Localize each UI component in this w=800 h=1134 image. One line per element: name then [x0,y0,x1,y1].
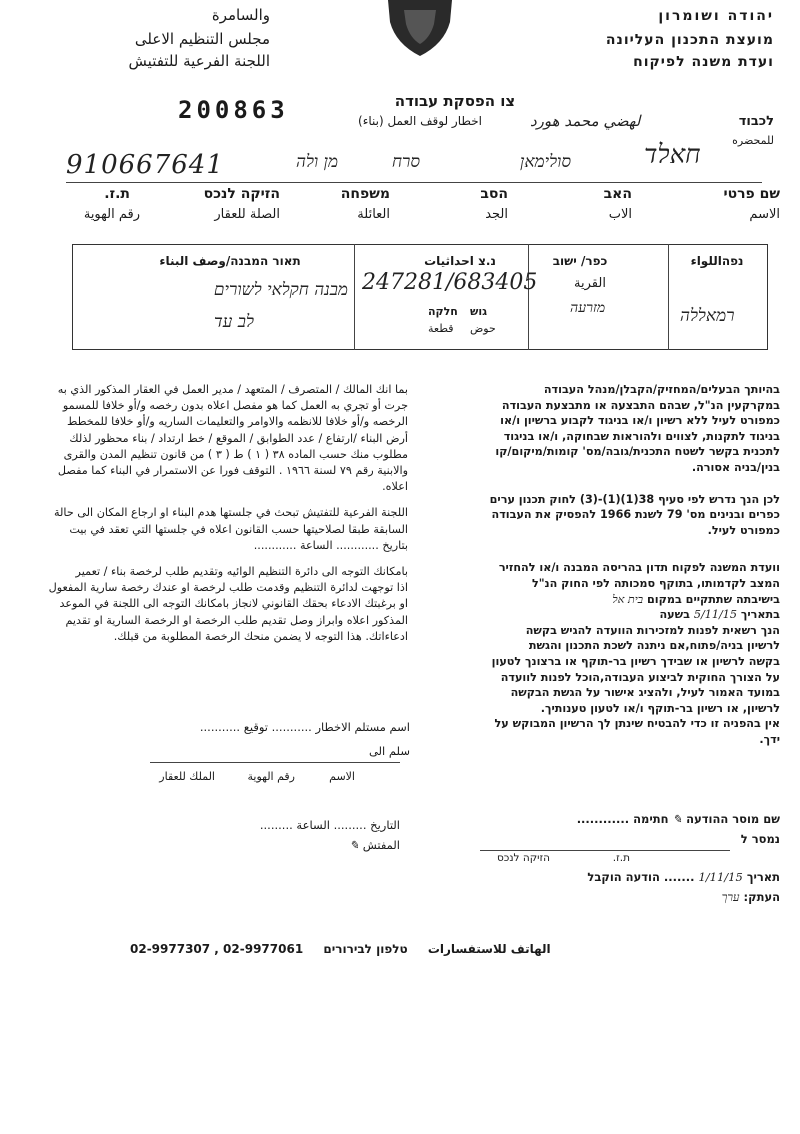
title-he: צו הפסקת עבודה [394,92,516,110]
header-he-3: ועדת משנה לפיקוח [633,54,774,70]
body-ar-line: المذكور اعلاه وابراز وصل تقديم طلب الرخصة او الرخصة السارية او تقديم [65,613,408,627]
ar-deliverer-line: اسم مستلم الاخطار ........... توقيع ........... [199,720,410,734]
body-he-line: בהיותך הבעלים/המחזיק/הקבלן/מנהל העבודה [543,383,780,396]
emblem-shield-icon [384,0,456,58]
phone-label-he: טלפון לבירורים [323,942,408,956]
body-ar-line: السابقة طبقا لصلاحيتها حسب القانون اعلاه في جلستها التي تعقد في بيت [69,522,408,536]
body-he-line: בקשה לרשיון או שבידך רשיון בר-תוקף או ברצונך לטעון [491,654,780,668]
ar-col-name: الاسم [329,770,355,783]
label-father: האב [603,186,632,202]
header-ar-1: والسامرة [211,6,270,24]
body-ar-line: ادعاءاتك. هذا التوجه لا يضمن منحك الرخصة المطلوبة من قبلك. [113,629,408,643]
table-coords-sub-he-2: חלקה [428,305,458,318]
body-he-line: וועדת המשנה לפקוח תדון בהריסה המבנה ו/או להחזיר [498,561,780,575]
label-grandfather: הסב [480,186,508,202]
label-first-name-ar: الاسم [749,207,780,222]
he-copy-line: העתק: ערך [721,890,780,904]
phone-label-ar: الهاتف للاستفسارات [427,942,551,956]
label-id: ת.ז. [104,186,130,202]
table-district-header: נפהاللواء [690,254,744,268]
body-he-line: לרשיון בניה/פתוח,אם ניתנה לשכת התכנון והגשת [528,639,780,653]
table-village-value: מזרעה [570,300,606,316]
label-father-ar: الاب [608,207,632,222]
body-he-line: לכן הנך נדרש לפי סעיף 38(1)(1)-(3) לחוק תכנון ערים [489,492,780,506]
body-he-line: לרשיון, או רשיון בר-תוקף ו/או לטעון טענותיך. [540,701,780,715]
body-he-line: כמפורט לעיל. [707,523,780,537]
he-delivered-to: נמסר ל [740,832,780,846]
table-desc-header: תאור המבנה/وصف البناء [159,254,301,268]
recipient-label-ar: للمحضره [732,134,774,147]
header-he-2: מועצת התכנון העליונה [605,32,774,48]
document-number: 200863 [178,96,289,124]
he-date-line: תאריך 1/11/15 ....... הודעה הוקבל [587,870,780,884]
body-he-line: אין בהפניה זו כדי להבטיח שינתן לך הרשיון המבוקש על [494,717,780,731]
phone-line [130,942,670,956]
table-desc-value-2: לב עד [214,312,254,332]
handwritten-family: מן ולה [296,152,339,172]
body-he-line: במקרקעין הנ"ל, שבהם התבצעה או מתבצעת העבודה [501,398,780,412]
body-he-line: ידך. [759,732,780,746]
he-col-id: ת.ז. [612,852,630,864]
table-village-header-ar: القرية [574,276,606,291]
body-he-line: על הצורך החוקית לביצוע העבודה,הוכל לפנות לוועדה [500,670,780,684]
table-coords-header: נ.צ احداثيات [424,254,496,268]
table-coords-sub-ar-1: حوض [470,322,496,335]
body-ar-line: الرخصه و/أو خلافا للانظمه والاوامر والتعليمات الساريه و/أو خلافا للمخطط [67,415,408,429]
handwritten-grandfather: סרח [392,152,421,172]
header-ar-2: مجلس التنظيم الاعلى [134,30,270,48]
body-ar [28,382,408,645]
table-coords-sub-ar-2: قطعة [428,322,454,335]
label-first-name: שם פרטי [723,186,780,202]
table-village-header: כפר/ ישוב [552,254,608,268]
ar-officer: المفتش ✎ [349,838,400,852]
recipient-name-handwritten: لهضي محمد هورد [530,112,641,130]
header-ar-3: اللجنة الفرعية للتفتيش [128,52,270,70]
ar-col-owner: الملك للعقار [159,770,215,783]
title-ar: اخطار لوقف العمل (بناء) [358,114,482,128]
label-family: משפחה [340,186,390,202]
body-he-line: בנין/בניה אסורה. [691,460,780,474]
table-desc-value: מבנה חקלאי לשורים [213,280,348,300]
body-he-line-date: בתאריך 5/11/15 בשעה [659,608,780,622]
body-ar-line: أرض البناء /ارتفاع / عدد الطوابق / الموقع / خط ارتداد / بناء محظور لذلك [69,431,408,445]
body-ar-line: بما انك المالك / المتصرف / المتعهد / مدير العمل في العقار المذكور الذي به [57,383,408,396]
body-ar-line: والابنية رقم ٧٩ لسنة ١٩٦٦ . التوقف فورا عن الاستمرار في البناء كما مفصل [57,464,408,478]
ar-date-time: التاريخ ......... الساعة ......... [259,818,400,832]
body-he-line: במועד האמור לעיל, ולהציג אישור על הגשת הבקשה [510,686,780,700]
body-he-line: כמפורט לעיל ללא רשיון ו/או בניגוד לקבוע ברשיון ו/או [500,414,780,428]
body-ar-line: مطلوب منك حسب الماده ٣٨ ( ١ ) ط ( ٣ ) من قانون تنظيم المدن والقرى [63,447,408,461]
recipient-label-he: לכבוד [738,114,774,129]
table-coords-sub-he-1: גוש [470,305,488,318]
body-he-line: כפרים ובנינים מס' 79 לשנת 1966 להפסיק את העבודה [491,508,780,522]
phone-numbers: 02-9977307 , 02-9977061 [130,942,304,956]
body-he-line: המצב לקדמותו, בתוקף סמכותה לפי החוק הנ"ל [531,576,780,590]
handwritten-father: סולימאן [520,152,572,172]
he-inspector-line: שם מוסר ההודעה ✎ חתימה ............ [576,812,780,826]
body-he-line: לתכנית בקשר לשטח התכנית/גובה/מס' קומות/מיקום/קו [495,445,780,459]
body-ar-line: او برغبتك الادعاء بحقك القانوني لانجاز بامكانك التوجه الى اللجنة في الموعد [59,597,408,611]
label-relation: הזיקה לנכס [203,186,280,202]
body-he-line: בניגוד לתקנות, לצווים ולהוראות שבחוקה, ו/או בניגוד [503,429,780,443]
body-ar-line: اذا توجهت لدائرة التنظيم وقدمت طلب لرخصة او عندك رخصة سارية المفعول [48,581,408,595]
label-family-ar: العائلة [357,207,390,222]
body-he-line: הנך רשאית לפנות למזכירות הוועדה להגיש בקשה [525,623,780,637]
label-id-ar: رقم الهوية [83,207,140,222]
ar-delivered-to: سلم الى [368,744,410,758]
label-relation-ar: الصلة للعقار [214,207,280,222]
body-ar-line: بامكانك التوجه الى دائرة التنظيم الوائيه وتقديم طلب لرخصة بناء / تعمير [75,565,408,579]
body-he [428,382,780,747]
body-ar-line: جرت أو تجري به العمل كما هو مفصل اعلاه بدون رخصه و/أو خلافا للمسمو [62,399,408,413]
header-he-1: יהודה ושומרון [658,8,774,24]
ar-col-id: رقم الهوية [247,770,295,783]
handwritten-id: 910667641 [66,150,224,180]
table-coords-value: 247281/683405 [362,270,538,295]
he-col-relation: הזיקה לנכס [496,852,550,864]
body-he-line-place: בישיבתה שתתקיים במקום בית אל [612,592,780,606]
label-grandfather-ar: الجد [485,207,508,222]
body-ar-line: اللجنة الفرعية للتفتيش تبحث في جلستها هدم البناء او ارجاع المكان الى حالة [54,506,408,520]
table-district-value: רמאללה [680,306,735,326]
body-ar-line-date: بتاريخ ............ الساعة ............ [253,538,408,552]
handwritten-first-name: חאלד [644,140,701,170]
body-ar-line: اعلاه. [382,480,408,494]
